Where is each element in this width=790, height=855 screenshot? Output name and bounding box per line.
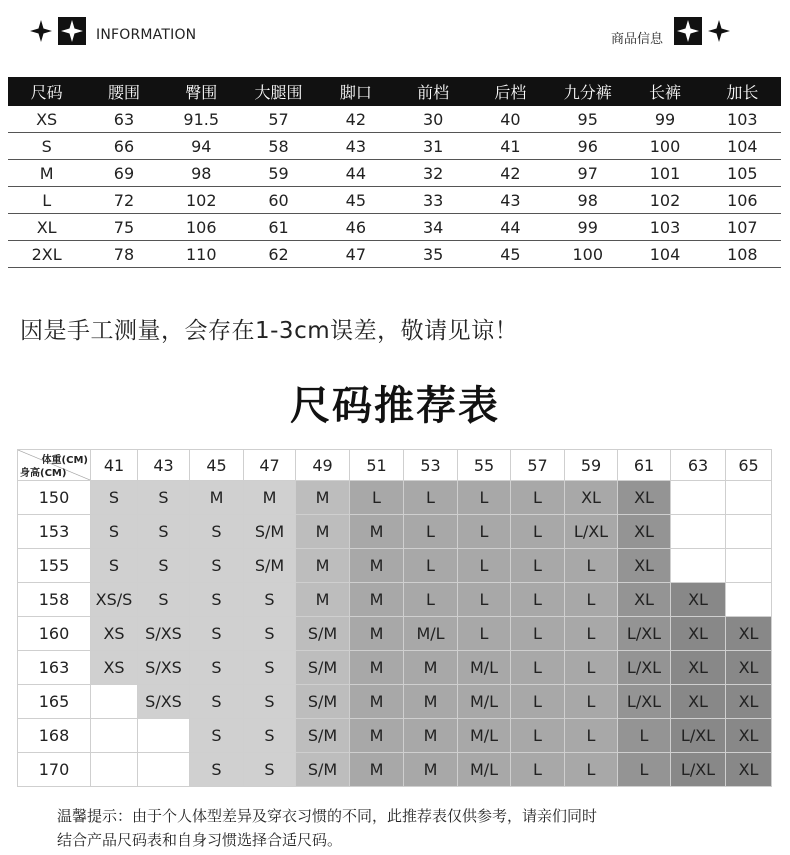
size-chart-cell: 30 <box>394 106 471 133</box>
weight-header-cell: 43 <box>138 450 190 481</box>
recommend-cell: L <box>565 583 618 617</box>
size-chart-row <box>8 160 781 187</box>
size-chart-cell: 58 <box>240 133 317 160</box>
recommend-cell: S/M <box>296 617 350 651</box>
recommend-cell: S <box>190 617 244 651</box>
recommend-cell: M <box>296 515 350 549</box>
size-chart-cell: 44 <box>472 214 549 241</box>
recommend-row <box>18 753 772 787</box>
size-chart-header-row <box>8 77 781 106</box>
size-chart-row <box>8 106 781 133</box>
recommend-cell: XS/S <box>91 583 138 617</box>
recommend-cell: S <box>190 685 244 719</box>
recommend-cell: M <box>404 719 458 753</box>
recommend-cell: S <box>91 481 138 515</box>
weight-header-cell: 47 <box>244 450 296 481</box>
recommend-cell: L <box>511 753 565 787</box>
recommend-cell: M <box>296 583 350 617</box>
recommend-cell: M <box>404 753 458 787</box>
sparkle-icon <box>30 14 86 48</box>
weight-axis-label: 体重(CM) <box>41 455 88 466</box>
recommend-cell: XL <box>618 481 671 515</box>
size-chart-cell: 78 <box>85 241 162 268</box>
size-chart-cell: 102 <box>163 187 240 214</box>
recommend-cell: S/M <box>244 549 296 583</box>
recommend-cell: S <box>190 549 244 583</box>
recommend-cell <box>138 753 190 787</box>
recommend-cell: S/XS <box>138 617 190 651</box>
recommend-cell: S <box>190 651 244 685</box>
height-header-cell: 160 <box>18 617 91 651</box>
size-chart-cell: 100 <box>626 133 703 160</box>
recommend-cell: S/M <box>296 651 350 685</box>
height-header-cell: 155 <box>18 549 91 583</box>
size-chart-cell: 59 <box>240 160 317 187</box>
size-chart-cell: L <box>8 187 85 214</box>
recommend-cell: S <box>244 753 296 787</box>
tips-block <box>57 804 597 852</box>
recommend-cell: M <box>296 549 350 583</box>
weight-header-cell: 59 <box>565 450 618 481</box>
recommend-cell <box>91 685 138 719</box>
recommend-cell: S <box>91 549 138 583</box>
product-info-label: 商品信息 <box>611 32 664 47</box>
recommend-cell: M/L <box>458 651 511 685</box>
size-chart-cell: 106 <box>704 187 781 214</box>
size-chart-cell: 108 <box>704 241 781 268</box>
size-chart-cell: 42 <box>317 106 394 133</box>
recommend-cell: L <box>565 617 618 651</box>
size-chart-cell: 47 <box>317 241 394 268</box>
size-chart-cell: S <box>8 133 85 160</box>
recommend-row <box>18 481 772 515</box>
size-chart-cell: 98 <box>549 187 626 214</box>
sparkle-icon <box>674 14 736 48</box>
size-chart-header-cell: 大腿围 <box>240 77 317 106</box>
recommend-cell: M <box>350 617 404 651</box>
size-chart-cell: 33 <box>394 187 471 214</box>
size-chart-cell: 63 <box>85 106 162 133</box>
size-chart-cell: 43 <box>317 133 394 160</box>
height-axis-label: 身高(CM) <box>20 468 67 479</box>
size-chart-row <box>8 214 781 241</box>
recommend-cell: M <box>244 481 296 515</box>
information-label: INFORMATION <box>96 27 197 43</box>
recommend-cell: L/XL <box>618 617 671 651</box>
height-header-cell: 168 <box>18 719 91 753</box>
weight-header-cell: 49 <box>296 450 350 481</box>
recommend-cell: S/XS <box>138 685 190 719</box>
recommend-cell: XL <box>618 549 671 583</box>
recommend-cell: S/M <box>296 685 350 719</box>
recommend-cell: S <box>138 515 190 549</box>
size-chart-cell: 57 <box>240 106 317 133</box>
size-chart-header-cell: 脚口 <box>317 77 394 106</box>
recommend-cell: XL <box>565 481 618 515</box>
recommend-cell: S <box>190 515 244 549</box>
recommend-cell: M <box>350 549 404 583</box>
height-header-cell: 170 <box>18 753 91 787</box>
recommend-cell: L <box>458 583 511 617</box>
recommend-row <box>18 583 772 617</box>
recommend-cell: S <box>190 753 244 787</box>
size-chart-cell: 66 <box>85 133 162 160</box>
recommend-row <box>18 719 772 753</box>
recommend-cell: L <box>618 719 671 753</box>
size-chart-cell: 99 <box>626 106 703 133</box>
size-chart-cell: 43 <box>472 187 549 214</box>
recommend-cell: L <box>511 651 565 685</box>
recommend-cell: L <box>458 549 511 583</box>
recommend-cell: XL <box>618 583 671 617</box>
corner-cell <box>18 450 91 481</box>
size-chart-cell: 104 <box>626 241 703 268</box>
size-chart-cell: 69 <box>85 160 162 187</box>
recommend-cell: L <box>511 481 565 515</box>
size-chart-cell: 46 <box>317 214 394 241</box>
recommend-cell: M <box>404 685 458 719</box>
recommend-header-row <box>18 450 772 481</box>
recommend-cell: S <box>138 583 190 617</box>
recommend-cell: L <box>565 753 618 787</box>
weight-header-cell: 53 <box>404 450 458 481</box>
size-chart-cell: 60 <box>240 187 317 214</box>
recommend-cell: S <box>190 583 244 617</box>
recommend-cell: L <box>511 685 565 719</box>
recommend-cell: M <box>350 685 404 719</box>
size-chart-cell: 72 <box>85 187 162 214</box>
size-recommend-table <box>17 449 772 787</box>
recommend-cell <box>671 481 726 515</box>
recommend-cell: S <box>190 719 244 753</box>
recommend-cell: L <box>511 583 565 617</box>
recommend-cell: M/L <box>458 719 511 753</box>
recommend-cell <box>91 719 138 753</box>
size-chart-header-cell: 加长 <box>704 77 781 106</box>
size-chart-cell: 103 <box>626 214 703 241</box>
recommend-cell: L <box>565 549 618 583</box>
size-chart-cell: XS <box>8 106 85 133</box>
weight-header-cell: 55 <box>458 450 511 481</box>
recommend-cell: L <box>458 481 511 515</box>
recommend-cell: S <box>91 515 138 549</box>
recommend-cell: XL <box>671 617 726 651</box>
recommend-cell: S/M <box>296 719 350 753</box>
size-chart-cell: 2XL <box>8 241 85 268</box>
size-chart-cell: 98 <box>163 160 240 187</box>
recommend-cell <box>726 515 772 549</box>
recommend-cell <box>671 549 726 583</box>
recommend-cell <box>91 753 138 787</box>
weight-header-cell: 63 <box>671 450 726 481</box>
recommend-cell: L <box>404 515 458 549</box>
recommend-cell: S <box>138 481 190 515</box>
size-chart-cell: 107 <box>704 214 781 241</box>
recommend-cell: L/XL <box>618 651 671 685</box>
size-chart-cell: 45 <box>472 241 549 268</box>
recommend-cell: M <box>296 481 350 515</box>
size-chart-header-cell: 九分裤 <box>549 77 626 106</box>
recommend-cell: S/XS <box>138 651 190 685</box>
recommend-cell <box>726 583 772 617</box>
size-chart-cell: 99 <box>549 214 626 241</box>
size-chart-cell: 41 <box>472 133 549 160</box>
size-chart-header-cell: 尺码 <box>8 77 85 106</box>
recommend-cell: L <box>511 515 565 549</box>
recommend-cell: L <box>458 617 511 651</box>
recommend-cell: M/L <box>404 617 458 651</box>
recommend-cell: S <box>244 719 296 753</box>
size-chart-row <box>8 187 781 214</box>
size-chart-cell: 44 <box>317 160 394 187</box>
size-chart-cell: 40 <box>472 106 549 133</box>
weight-header-cell: 45 <box>190 450 244 481</box>
size-chart-cell: 102 <box>626 187 703 214</box>
recommend-row <box>18 515 772 549</box>
recommend-cell: L/XL <box>671 719 726 753</box>
size-chart-cell: 32 <box>394 160 471 187</box>
recommend-cell: S/M <box>244 515 296 549</box>
recommend-cell <box>726 549 772 583</box>
height-header-cell: 165 <box>18 685 91 719</box>
recommend-cell: M <box>350 651 404 685</box>
recommend-cell: L <box>404 481 458 515</box>
size-chart-cell: 100 <box>549 241 626 268</box>
measurement-notice: 因是手工测量，会存在1-3cm误差，敬请见谅！ <box>20 318 519 344</box>
recommend-cell: L <box>458 515 511 549</box>
recommend-cell: XL <box>726 719 772 753</box>
size-chart-cell: 45 <box>317 187 394 214</box>
recommend-cell: S <box>244 685 296 719</box>
recommend-cell: S <box>244 617 296 651</box>
recommend-cell: M <box>350 719 404 753</box>
size-chart-cell: 103 <box>704 106 781 133</box>
size-chart-header-cell: 臀围 <box>163 77 240 106</box>
recommend-cell: L <box>350 481 404 515</box>
recommend-cell: XL <box>726 617 772 651</box>
recommend-cell: L <box>404 583 458 617</box>
size-chart-cell: 35 <box>394 241 471 268</box>
height-header-cell: 153 <box>18 515 91 549</box>
recommend-cell: XL <box>671 685 726 719</box>
size-chart-cell: 101 <box>626 160 703 187</box>
recommend-cell: M <box>350 753 404 787</box>
recommend-cell: L <box>511 617 565 651</box>
weight-header-cell: 51 <box>350 450 404 481</box>
size-chart-cell: 62 <box>240 241 317 268</box>
recommend-cell: XL <box>618 515 671 549</box>
recommend-cell: S <box>138 549 190 583</box>
recommend-cell: M <box>350 583 404 617</box>
size-chart-cell: 106 <box>163 214 240 241</box>
recommend-cell: XL <box>671 583 726 617</box>
recommend-cell: XL <box>726 651 772 685</box>
recommend-row <box>18 617 772 651</box>
height-header-cell: 163 <box>18 651 91 685</box>
recommend-cell: XL <box>671 651 726 685</box>
recommend-cell: L <box>511 549 565 583</box>
tips-line: 结合产品尺码表和自身习惯选择合适尺码。 <box>57 831 343 849</box>
weight-header-cell: 61 <box>618 450 671 481</box>
recommend-cell: L/XL <box>671 753 726 787</box>
size-chart-cell: 104 <box>704 133 781 160</box>
recommend-cell <box>671 515 726 549</box>
weight-header-cell: 57 <box>511 450 565 481</box>
recommend-cell: M/L <box>458 753 511 787</box>
tips-line: 温馨提示：由于个人体型差异及穿衣习惯的不同，此推荐表仅供参考，请亲们同时 <box>57 807 598 825</box>
recommend-cell: L <box>565 651 618 685</box>
recommend-cell: L/XL <box>565 515 618 549</box>
size-chart-cell: 61 <box>240 214 317 241</box>
recommend-cell: M <box>404 651 458 685</box>
size-chart-cell: XL <box>8 214 85 241</box>
recommend-cell: XL <box>726 753 772 787</box>
recommend-cell: XS <box>91 651 138 685</box>
size-chart-row <box>8 133 781 160</box>
size-chart-header-cell: 长裤 <box>626 77 703 106</box>
recommend-cell: S <box>244 583 296 617</box>
size-chart-header-cell: 腰围 <box>85 77 162 106</box>
size-chart-cell: 110 <box>163 241 240 268</box>
size-chart-cell: 75 <box>85 214 162 241</box>
weight-header-cell: 65 <box>726 450 772 481</box>
size-chart-cell: 42 <box>472 160 549 187</box>
recommend-row <box>18 651 772 685</box>
recommend-cell: L <box>565 719 618 753</box>
size-chart-cell: 94 <box>163 133 240 160</box>
header <box>0 0 790 70</box>
recommend-title: 尺码推荐表 <box>290 383 500 429</box>
recommend-cell: M <box>190 481 244 515</box>
size-chart-header-cell: 后档 <box>472 77 549 106</box>
recommend-cell: L <box>511 719 565 753</box>
size-chart-cell: 31 <box>394 133 471 160</box>
size-chart-table <box>8 77 781 268</box>
recommend-cell: L/XL <box>618 685 671 719</box>
recommend-cell: L <box>404 549 458 583</box>
size-chart-cell: 105 <box>704 160 781 187</box>
recommend-row <box>18 685 772 719</box>
recommend-cell: L <box>618 753 671 787</box>
recommend-cell: L <box>565 685 618 719</box>
size-chart-cell: 95 <box>549 106 626 133</box>
size-chart-row <box>8 241 781 268</box>
recommend-cell: XS <box>91 617 138 651</box>
size-chart-header-cell: 前档 <box>394 77 471 106</box>
recommend-cell: XL <box>726 685 772 719</box>
size-chart-cell: 91.5 <box>163 106 240 133</box>
size-chart-cell: 34 <box>394 214 471 241</box>
recommend-cell <box>138 719 190 753</box>
size-chart-cell: 97 <box>549 160 626 187</box>
recommend-cell <box>726 481 772 515</box>
size-chart-cell: 96 <box>549 133 626 160</box>
recommend-row <box>18 549 772 583</box>
size-chart-cell: M <box>8 160 85 187</box>
height-header-cell: 150 <box>18 481 91 515</box>
recommend-cell: S <box>244 651 296 685</box>
height-header-cell: 158 <box>18 583 91 617</box>
recommend-cell: M <box>350 515 404 549</box>
recommend-cell: S/M <box>296 753 350 787</box>
recommend-cell: M/L <box>458 685 511 719</box>
weight-header-cell: 41 <box>91 450 138 481</box>
